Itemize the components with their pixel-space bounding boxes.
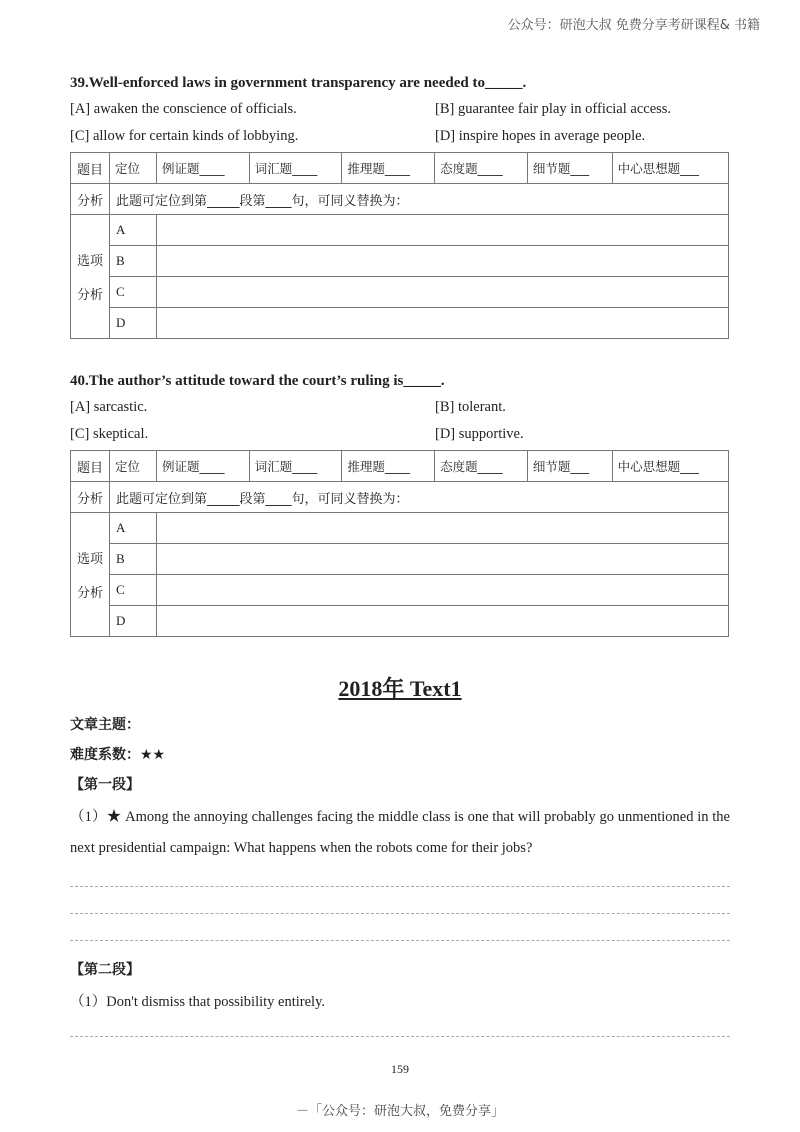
- question-39-options-row-2: [70, 123, 730, 150]
- analysis-label: 分析: [71, 184, 110, 215]
- type-attitude: 态度题____: [435, 451, 528, 482]
- option-d-answer-cell[interactable]: [157, 606, 729, 637]
- option-d: [D] inspire hopes in average people.: [435, 128, 646, 144]
- type-locate: 定位: [110, 153, 157, 184]
- option-letter-c: C: [110, 575, 157, 606]
- option-d: [D] supportive.: [435, 426, 524, 442]
- type-attitude: 态度题____: [435, 153, 528, 184]
- option-letter-d: D: [110, 308, 157, 339]
- paragraph-2-text: （1）Don't dismiss that possibility entirely.: [70, 994, 326, 1010]
- option-letter-b: B: [110, 246, 157, 277]
- question-39-title: 39.Well-enforced laws in government transparency are needed to_____.: [70, 75, 527, 91]
- locate-text: 此题可定位到第_____段第____句，可同义替换为：: [110, 184, 729, 215]
- section-title: 2018年 Text1: [338, 676, 462, 701]
- option-letter-d: D: [110, 606, 157, 637]
- option-a-answer-cell[interactable]: [157, 215, 729, 246]
- topic-label: 题目: [71, 451, 110, 482]
- option-a: [A] awaken the conscience of officials.: [70, 101, 297, 117]
- type-inference: 推理题____: [342, 153, 435, 184]
- analysis-label: 分析: [71, 482, 110, 513]
- type-vocab: 词汇题____: [249, 153, 342, 184]
- type-main-idea: 中心思想题___: [612, 153, 728, 184]
- option-c: [C] allow for certain kinds of lobbying.: [70, 128, 299, 144]
- option-analysis-label: 选项 分析: [71, 215, 110, 339]
- type-locate: 定位: [110, 451, 157, 482]
- locate-text: 此题可定位到第_____段第____句，可同义替换为：: [110, 482, 729, 513]
- analysis-table-40: [70, 450, 729, 637]
- question-40: [70, 368, 730, 637]
- difficulty-label: 难度系数：★★: [70, 747, 166, 763]
- option-b-answer-cell[interactable]: [157, 246, 729, 277]
- footer-note: －「公众号：研泡大叔，免费分享」: [295, 1104, 504, 1119]
- question-40-options-row-1: [70, 394, 730, 421]
- option-d-answer-cell[interactable]: [157, 308, 729, 339]
- question-39-options-row-1: [70, 96, 730, 123]
- header-note: 公众号：研泡大叔 免费分享考研课程& 书籍: [507, 18, 760, 33]
- answer-line-4: [70, 1036, 730, 1037]
- paragraph-1-text: （1）★ Among the annoying challenges facing the middle class is one that will probably go unmentioned in the next presidential campaign: What happens when the robots come for their jobs?: [70, 809, 730, 856]
- option-c-answer-cell[interactable]: [157, 575, 729, 606]
- article-theme-label: 文章主题：: [70, 717, 140, 733]
- page-number: 159: [391, 1062, 409, 1076]
- option-b: [B] tolerant.: [435, 399, 506, 415]
- option-b: [B] guarantee fair play in official access.: [435, 101, 672, 117]
- article-section: [70, 710, 730, 1037]
- option-letter-a: A: [110, 513, 157, 544]
- option-a-answer-cell[interactable]: [157, 513, 729, 544]
- analysis-table-39: [70, 152, 729, 339]
- type-detail: 细节题___: [527, 153, 612, 184]
- paragraph-2-label: 【第二段】: [70, 962, 140, 978]
- type-detail: 细节题___: [527, 451, 612, 482]
- question-39: [70, 70, 730, 339]
- option-c-answer-cell[interactable]: [157, 277, 729, 308]
- type-inference: 推理题____: [342, 451, 435, 482]
- option-b-answer-cell[interactable]: [157, 544, 729, 575]
- type-example: 例证题____: [157, 153, 250, 184]
- topic-label: 题目: [71, 153, 110, 184]
- question-40-title: 40.The author’s attitude toward the court’s ruling is_____.: [70, 373, 445, 389]
- paragraph-1-label: 【第一段】: [70, 777, 140, 793]
- option-letter-a: A: [110, 215, 157, 246]
- option-letter-c: C: [110, 277, 157, 308]
- option-a: [A] sarcastic.: [70, 399, 148, 415]
- option-analysis-label: 选项 分析: [71, 513, 110, 637]
- question-40-options-row-2: [70, 421, 730, 448]
- option-c: [C] skeptical.: [70, 426, 149, 442]
- type-vocab: 词汇题____: [249, 451, 342, 482]
- option-letter-b: B: [110, 544, 157, 575]
- type-example: 例证题____: [157, 451, 250, 482]
- type-main-idea: 中心思想题___: [612, 451, 728, 482]
